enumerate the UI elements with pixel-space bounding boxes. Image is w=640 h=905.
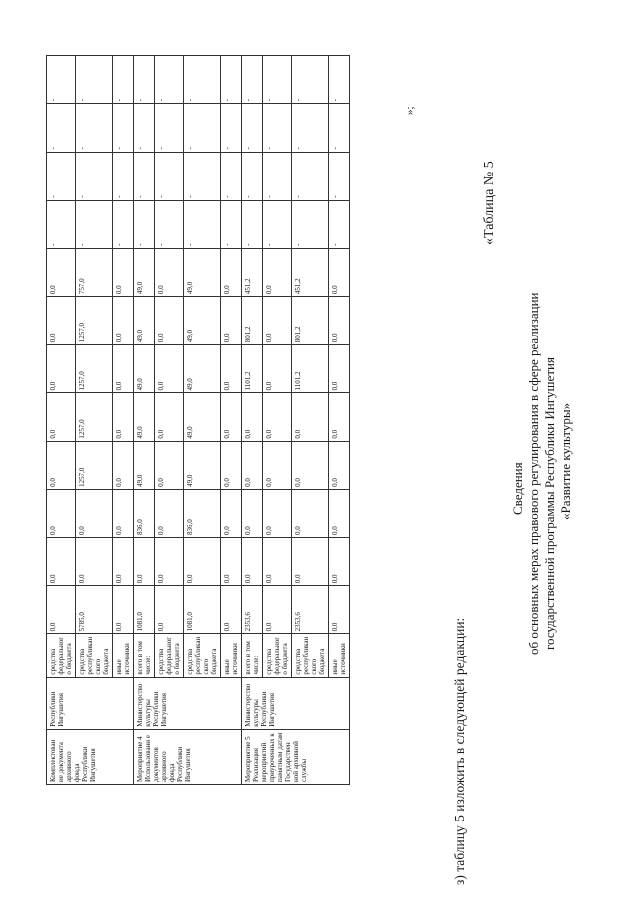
value-cell: 836,0 [134,489,155,537]
value-cell: - [263,200,292,248]
value-cell: 0,0 [329,248,350,296]
intro-text: з) таблицу 5 изложить в следующей редакции: [452,617,467,885]
value-cell: 0,0 [221,538,242,586]
value-cell: - [292,104,329,152]
table-label: «Таблица № 5 [482,161,497,245]
value-cell: 49,0 [184,441,221,489]
value-cell: 0,0 [263,586,292,634]
source-cell: средства республикан ского бюджета [184,634,221,677]
value-cell: 0,0 [184,538,221,586]
caption-line-1: Сведения [510,462,525,515]
table-row [221,56,242,785]
budget-table-body [47,56,350,785]
value-cell: 1257,0 [76,297,113,345]
value-cell: 1257,0 [76,345,113,393]
executor-cell: Министерство культуры Республики Ингушетия [134,677,242,729]
rotated-content [0,35,620,905]
value-cell: 0,0 [221,345,242,393]
value-cell: - [292,152,329,200]
value-cell: 0,0 [329,489,350,537]
value-cell: 0,0 [263,297,292,345]
source-cell: средства федеральног о бюджета [47,634,76,677]
value-cell: - [113,200,134,248]
source-cell: иные источники [221,634,242,677]
value-cell: 0,0 [263,345,292,393]
value-cell: 0,0 [155,393,184,441]
value-cell: 0,0 [329,441,350,489]
value-cell: 836,0 [184,489,221,537]
value-cell: 451,2 [242,248,263,296]
value-cell: 451,2 [292,248,329,296]
source-cell: средства республикан ского бюджета [292,634,329,677]
value-cell: 0,0 [292,393,329,441]
value-cell: - [329,200,350,248]
caption-line-2: об основных мерах правового регулирования в сфере реализации [526,292,541,655]
value-cell: - [113,104,134,152]
source-cell: иные источники [113,634,134,677]
value-cell: 0,0 [113,586,134,634]
event-cell: Комплектован ие документа архивного фонда Республики Ингушетия [47,729,134,784]
value-cell: - [263,56,292,104]
value-cell: 0,0 [155,297,184,345]
value-cell: - [292,200,329,248]
value-cell: 0,0 [221,297,242,345]
value-cell: - [221,152,242,200]
table-row [47,56,76,785]
value-cell: 0,0 [47,345,76,393]
table-row [263,56,292,785]
value-cell: 0,0 [221,393,242,441]
value-cell: 49,0 [184,297,221,345]
value-cell: 49,0 [184,345,221,393]
value-cell: 0,0 [134,538,155,586]
value-cell: 0,0 [155,345,184,393]
value-cell: 0,0 [47,248,76,296]
value-cell: 0,0 [47,489,76,537]
value-cell: - [76,104,113,152]
budget-table [46,55,350,785]
value-cell: 0,0 [113,441,134,489]
value-cell: 0,0 [155,441,184,489]
value-cell: 49,0 [134,441,155,489]
table-row [292,56,329,785]
value-cell: 0,0 [329,393,350,441]
caption-line-3: государственной программы Республики Ингушетия [542,357,557,650]
value-cell: 0,0 [113,248,134,296]
value-cell: 2353,6 [292,586,329,634]
source-cell: средства федеральног о бюджета [263,634,292,677]
value-cell: 0,0 [113,393,134,441]
value-cell: 0,0 [242,393,263,441]
value-cell: - [184,104,221,152]
value-cell: 0,0 [329,345,350,393]
value-cell: - [155,152,184,200]
value-cell: - [134,104,155,152]
value-cell: 1101,2 [292,345,329,393]
value-cell: 0,0 [329,586,350,634]
value-cell: 0,0 [242,489,263,537]
value-cell: 0,0 [221,248,242,296]
value-cell: - [134,56,155,104]
value-cell: 5785,0 [76,586,113,634]
value-cell: 0,0 [221,441,242,489]
value-cell: 801,2 [292,297,329,345]
value-cell: 0,0 [329,297,350,345]
value-cell: 0,0 [113,345,134,393]
value-cell: - [184,152,221,200]
value-cell: - [134,200,155,248]
value-cell: 0,0 [47,393,76,441]
value-cell: - [263,104,292,152]
value-cell: - [113,56,134,104]
value-cell: 49,0 [134,248,155,296]
value-cell: - [47,152,76,200]
value-cell: 801,2 [242,297,263,345]
executor-cell: Министерство культуры Республики Ингушетия [242,677,350,729]
end-mark: »; [404,106,416,115]
value-cell: 0,0 [155,538,184,586]
value-cell: 0,0 [155,489,184,537]
value-cell: - [134,152,155,200]
source-cell: всего в том числе: [242,634,263,677]
value-cell: - [76,152,113,200]
table-row [113,56,134,785]
source-cell: средства республикан ского бюджета [76,634,113,677]
value-cell: - [47,56,76,104]
value-cell: 1257,0 [76,393,113,441]
value-cell: 1257,0 [76,441,113,489]
value-cell: - [113,152,134,200]
value-cell: - [292,56,329,104]
caption-line-4: «Развитие культуры» [558,402,573,520]
value-cell: 49,0 [134,297,155,345]
value-cell: 49,0 [184,393,221,441]
value-cell: 0,0 [47,538,76,586]
table-row [184,56,221,785]
value-cell: 0,0 [263,489,292,537]
value-cell: - [329,56,350,104]
value-cell: 0,0 [263,441,292,489]
value-cell: - [155,104,184,152]
value-cell: 0,0 [221,489,242,537]
value-cell: - [76,200,113,248]
value-cell: - [263,152,292,200]
value-cell: 0,0 [263,393,292,441]
value-cell: 0,0 [113,489,134,537]
value-cell: - [329,104,350,152]
source-cell: средства федеральног о бюджета [155,634,184,677]
value-cell: 1081,0 [184,586,221,634]
value-cell: - [242,104,263,152]
value-cell: - [184,56,221,104]
table-row [242,56,263,785]
value-cell: 0,0 [155,248,184,296]
value-cell: 2353,6 [242,586,263,634]
value-cell: 0,0 [242,441,263,489]
value-cell: - [47,200,76,248]
value-cell: 0,0 [76,489,113,537]
value-cell: - [184,200,221,248]
value-cell: - [221,200,242,248]
table-row [134,56,155,785]
value-cell: - [47,104,76,152]
value-cell: - [221,56,242,104]
event-cell: Мероприятие 5 Реализация мероприятий приуроченных к памятным датам Государствен ной архивной службы [242,729,350,784]
source-cell: всего в том числе: [134,634,155,677]
value-cell: 0,0 [76,538,113,586]
value-cell: 1101,2 [242,345,263,393]
value-cell: - [76,56,113,104]
value-cell: 0,0 [113,297,134,345]
value-cell: 49,0 [184,248,221,296]
value-cell: 0,0 [47,586,76,634]
value-cell: 0,0 [292,489,329,537]
source-cell: иные источники [329,634,350,677]
value-cell: 0,0 [263,538,292,586]
value-cell: - [155,56,184,104]
value-cell: 0,0 [47,441,76,489]
value-cell: 0,0 [242,538,263,586]
value-cell: 0,0 [292,441,329,489]
value-cell: 0,0 [47,297,76,345]
value-cell: 757,0 [76,248,113,296]
table-row [329,56,350,785]
event-cell: Мероприятие 4 Использовани е документов архивного фонда Республики Ингушетия [134,729,242,784]
value-cell: 0,0 [329,538,350,586]
value-cell: - [221,104,242,152]
value-cell: - [242,152,263,200]
value-cell: 49,0 [134,345,155,393]
table-row [155,56,184,785]
executor-cell: Республики Ингушетия [47,677,134,729]
value-cell: - [242,56,263,104]
table-row [76,56,113,785]
value-cell: 0,0 [113,538,134,586]
value-cell: 0,0 [263,248,292,296]
value-cell: 1081,0 [134,586,155,634]
value-cell: 0,0 [292,538,329,586]
value-cell: - [242,200,263,248]
value-cell: - [155,200,184,248]
value-cell: 0,0 [221,586,242,634]
value-cell: 49,0 [134,393,155,441]
value-cell: 0,0 [155,586,184,634]
value-cell: - [329,152,350,200]
